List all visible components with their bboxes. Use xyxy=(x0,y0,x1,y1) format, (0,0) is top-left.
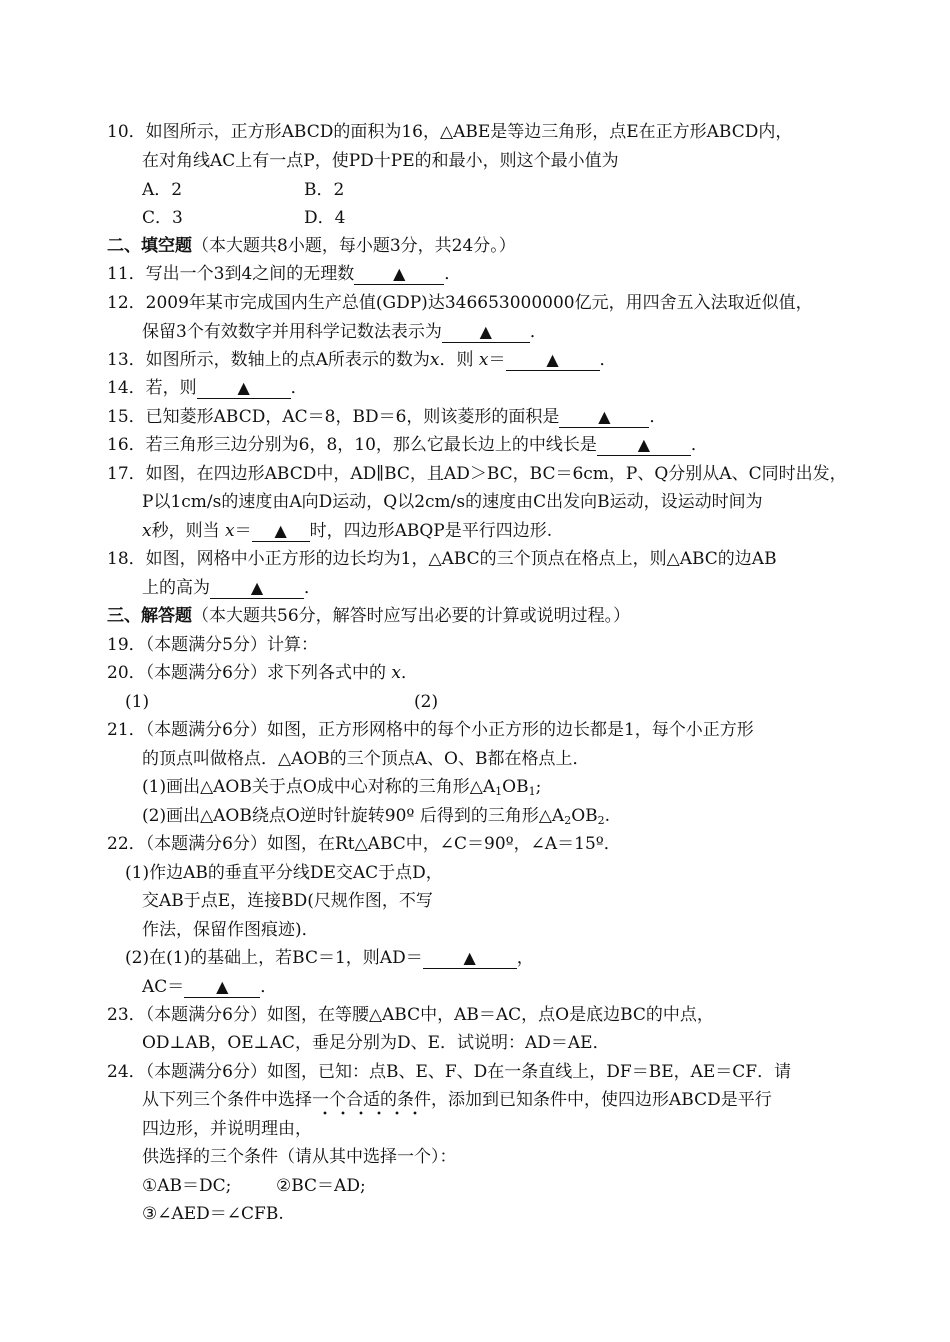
question-number: 12． xyxy=(107,293,146,313)
question-number: 10． xyxy=(107,122,146,142)
question-text: 如图所示，正方形ABCD的面积为16，△ABE是等边三角形，点E在正方形ABCD内， xyxy=(145,122,793,142)
emphasis-dotted-text: 一个合适的条件 xyxy=(312,1090,431,1116)
answer-blank[interactable] xyxy=(197,378,291,399)
question-text: ．则 xyxy=(439,350,479,370)
question-17-line-3 xyxy=(142,519,552,543)
question-text: 如图，网格中小正方形的边长均为1，△ABC的三个顶点在格点上，则△ABC的边AB xyxy=(145,549,777,569)
option-d: D．4 xyxy=(304,208,346,228)
question-20 xyxy=(107,661,418,685)
question-24-line-3: 四边形，并说明理由， xyxy=(142,1119,312,1139)
question-number: 21． xyxy=(107,720,146,740)
answer-blank[interactable] xyxy=(423,948,517,969)
triangle-marker: ▲ xyxy=(250,578,264,597)
section-note: （本大题共56分，解答时应写出必要的计算或说明过程。） xyxy=(192,606,631,626)
question-text-end: ． xyxy=(400,663,418,683)
question-14 xyxy=(107,376,308,400)
question-text-end: ． xyxy=(304,578,321,598)
question-text: （本题满分5分）计算： xyxy=(145,635,318,655)
question-text: (2)在(1)的基础上，若BC＝1，则AD＝ xyxy=(125,948,423,968)
answer-blank[interactable] xyxy=(506,350,600,371)
question-12-line-1 xyxy=(107,291,813,315)
question-21-line-2: 的顶点叫做格点．△AOB的三个顶点A、O、B都在格点上． xyxy=(142,749,590,769)
answer-blank[interactable] xyxy=(597,435,691,456)
question-number: 14． xyxy=(107,378,146,398)
question-text: 已知菱形ABCD，AC＝8，BD＝6，则该菱形的面积是 xyxy=(145,407,560,427)
question-21-line-4 xyxy=(142,804,610,828)
question-16 xyxy=(107,433,708,457)
question-text-end: ; xyxy=(535,777,542,797)
question-text: (1)画出△AOB关于点O成中心对称的三角形△A xyxy=(142,777,496,797)
question-text: 保留3个有效数字并用科学记数法表示为 xyxy=(142,322,442,342)
answer-blank[interactable] xyxy=(354,264,444,285)
question-17-line-1 xyxy=(107,462,847,486)
question-21-line-1 xyxy=(107,718,754,742)
triangle-marker: ▲ xyxy=(216,977,229,996)
question-text-end: ， xyxy=(516,948,534,968)
question-22-line-1 xyxy=(107,832,621,856)
question-number: 19． xyxy=(107,635,146,655)
triangle-marker: ▲ xyxy=(237,378,250,397)
question-number: 11． xyxy=(107,264,146,284)
question-number: 18． xyxy=(107,549,146,569)
section-note: （本大题共8小题，每小题3分，共24分。） xyxy=(192,236,516,256)
question-text: 若三角形三边分别为6，8，10，那么它最长边上的中线长是 xyxy=(145,435,597,455)
question-text-end: ． xyxy=(290,378,308,398)
question-text: 秒，则当 xyxy=(151,521,225,541)
triangle-marker: ▲ xyxy=(274,521,287,540)
question-text: （本题满分6分）如图，在Rt△ABC中，∠C＝90º，∠A＝15º． xyxy=(145,834,621,854)
section-title: 三、解答题 xyxy=(107,606,192,626)
subscript: 1 xyxy=(495,785,503,798)
variable-x: x xyxy=(142,521,152,541)
section-2-heading xyxy=(107,234,516,258)
question-24-line-1 xyxy=(107,1060,791,1084)
question-text: （本题满分6分）如图，正方形网格中的每个小正方形的边长都是1，每个小正方形 xyxy=(145,720,754,740)
part-2-label: (2) xyxy=(414,692,439,712)
question-22-line-6 xyxy=(142,975,277,999)
question-10-line-2: 在对角线AC上有一点P，使PD十PE的和最小，则这个最小值为 xyxy=(142,151,619,171)
answer-blank[interactable] xyxy=(184,977,260,998)
question-23-line-2: OD⊥AB，OE⊥AC，垂足分别为D、E．试说明：AD＝AE． xyxy=(142,1033,610,1053)
condition-3: ③∠AED＝∠CFB. xyxy=(142,1204,284,1224)
question-number: 15． xyxy=(107,407,146,427)
question-text: 写出一个3到4之间的无理数 xyxy=(145,264,355,284)
answer-blank[interactable] xyxy=(210,578,304,599)
question-text: OB xyxy=(502,777,529,797)
subscript: 2 xyxy=(564,814,572,827)
question-number: 16． xyxy=(107,435,146,455)
question-text: 如图所示，数轴上的点A所表示的数为 xyxy=(145,350,430,370)
answer-blank[interactable] xyxy=(442,322,530,343)
question-text: 2009年某市完成国内生产总值(GDP)达346653000000亿元，用四舍五入法取近似值， xyxy=(145,293,813,313)
question-text: （本题满分6分）求下列各式中的 xyxy=(145,663,392,683)
question-18-line-2 xyxy=(142,576,321,600)
equals-sign: ＝ xyxy=(488,350,506,370)
question-18-line-1 xyxy=(107,547,777,571)
question-19 xyxy=(107,633,318,657)
triangle-marker: ▲ xyxy=(463,948,476,967)
question-11 xyxy=(107,262,461,286)
question-22-line-4: 作法，保留作图痕迹)． xyxy=(142,920,319,940)
question-text: 时，四边形ABQP是平行四边形. xyxy=(309,521,553,541)
question-22-line-3: 交AB于点E，连接BD(尺规作图，不写 xyxy=(142,891,433,911)
triangle-marker: ▲ xyxy=(598,407,611,426)
question-text: 从下列三个条件中选择 xyxy=(142,1090,312,1110)
condition-1: ①AB＝DC; xyxy=(142,1176,232,1196)
triangle-marker: ▲ xyxy=(637,435,651,454)
question-text-end: ． xyxy=(599,350,617,370)
option-a: A．2 xyxy=(142,180,183,200)
answer-blank[interactable] xyxy=(252,521,310,542)
question-17-line-2: P以1cm/s的速度由A向D运动，Q以2cm/s的速度由C出发向B运动，设运动时间为 xyxy=(142,492,763,512)
question-number: 22． xyxy=(107,834,146,854)
question-text: （本题满分6分）如图，已知：点B、E、F、D在一条直线上，DF＝BE，AE＝CF．请 xyxy=(145,1062,792,1082)
part-1-label: (1) xyxy=(125,692,150,712)
question-text-end: . xyxy=(604,806,611,826)
triangle-marker: ▲ xyxy=(393,264,406,283)
question-text: 如图，在四边形ABCD中，AD∥BC，且AD＞BC，BC＝6cm，P、Q分别从A、C同时出发， xyxy=(145,464,847,484)
variable-x: x xyxy=(225,521,235,541)
question-text: 若，则 xyxy=(145,378,197,398)
question-number: 13． xyxy=(107,350,146,370)
question-text: （本题满分6分）如图，在等腰△ABC中，AB＝AC，点O是底边BC的中点， xyxy=(145,1005,714,1025)
question-24-line-2 xyxy=(142,1088,772,1112)
subscript: 1 xyxy=(528,785,536,798)
question-text-end: ． xyxy=(529,322,547,342)
question-text-end: ． xyxy=(649,407,667,427)
question-15 xyxy=(107,405,666,429)
option-c: C．3 xyxy=(142,208,183,228)
answer-blank[interactable] xyxy=(559,407,649,428)
question-24-line-4: 供选择的三个条件（请从其中选择一个）： xyxy=(142,1147,457,1167)
question-number: 20． xyxy=(107,663,146,683)
question-text: (2)画出△AOB绕点O逆时针旋转90º 后得到的三角形△A xyxy=(142,806,565,826)
option-b: B．2 xyxy=(304,180,345,200)
question-text-end: ． xyxy=(444,264,462,284)
question-21-line-3 xyxy=(142,775,541,799)
variable-x: x xyxy=(429,350,440,370)
question-text: OB xyxy=(571,806,598,826)
equals-sign: ＝ xyxy=(234,521,252,541)
question-text-end: ． xyxy=(690,435,708,455)
question-number: 23． xyxy=(107,1005,146,1025)
question-22-line-5 xyxy=(125,946,534,970)
question-23-line-1 xyxy=(107,1003,714,1027)
section-3-heading xyxy=(107,604,630,628)
question-13 xyxy=(107,348,617,372)
question-12-line-2 xyxy=(142,320,547,344)
question-text: 上的高为 xyxy=(142,578,210,598)
variable-x: x xyxy=(478,350,489,370)
section-title: 二、填空题 xyxy=(107,236,192,256)
question-text: ，添加到已知条件中，使四边形ABCD是平行 xyxy=(431,1090,772,1110)
question-text: AC＝ xyxy=(142,977,185,997)
triangle-marker: ▲ xyxy=(479,322,492,341)
triangle-marker: ▲ xyxy=(546,350,559,369)
question-22-line-2: (1)作边AB的垂直平分线DE交AC于点D， xyxy=(125,863,443,883)
variable-x: x xyxy=(391,663,401,683)
question-text-end: ． xyxy=(260,977,278,997)
condition-2: ②BC＝AD; xyxy=(276,1176,366,1196)
subscript: 2 xyxy=(597,814,605,827)
question-number: 17． xyxy=(107,464,146,484)
question-number: 24． xyxy=(107,1062,146,1082)
question-10-line-1 xyxy=(107,120,792,144)
